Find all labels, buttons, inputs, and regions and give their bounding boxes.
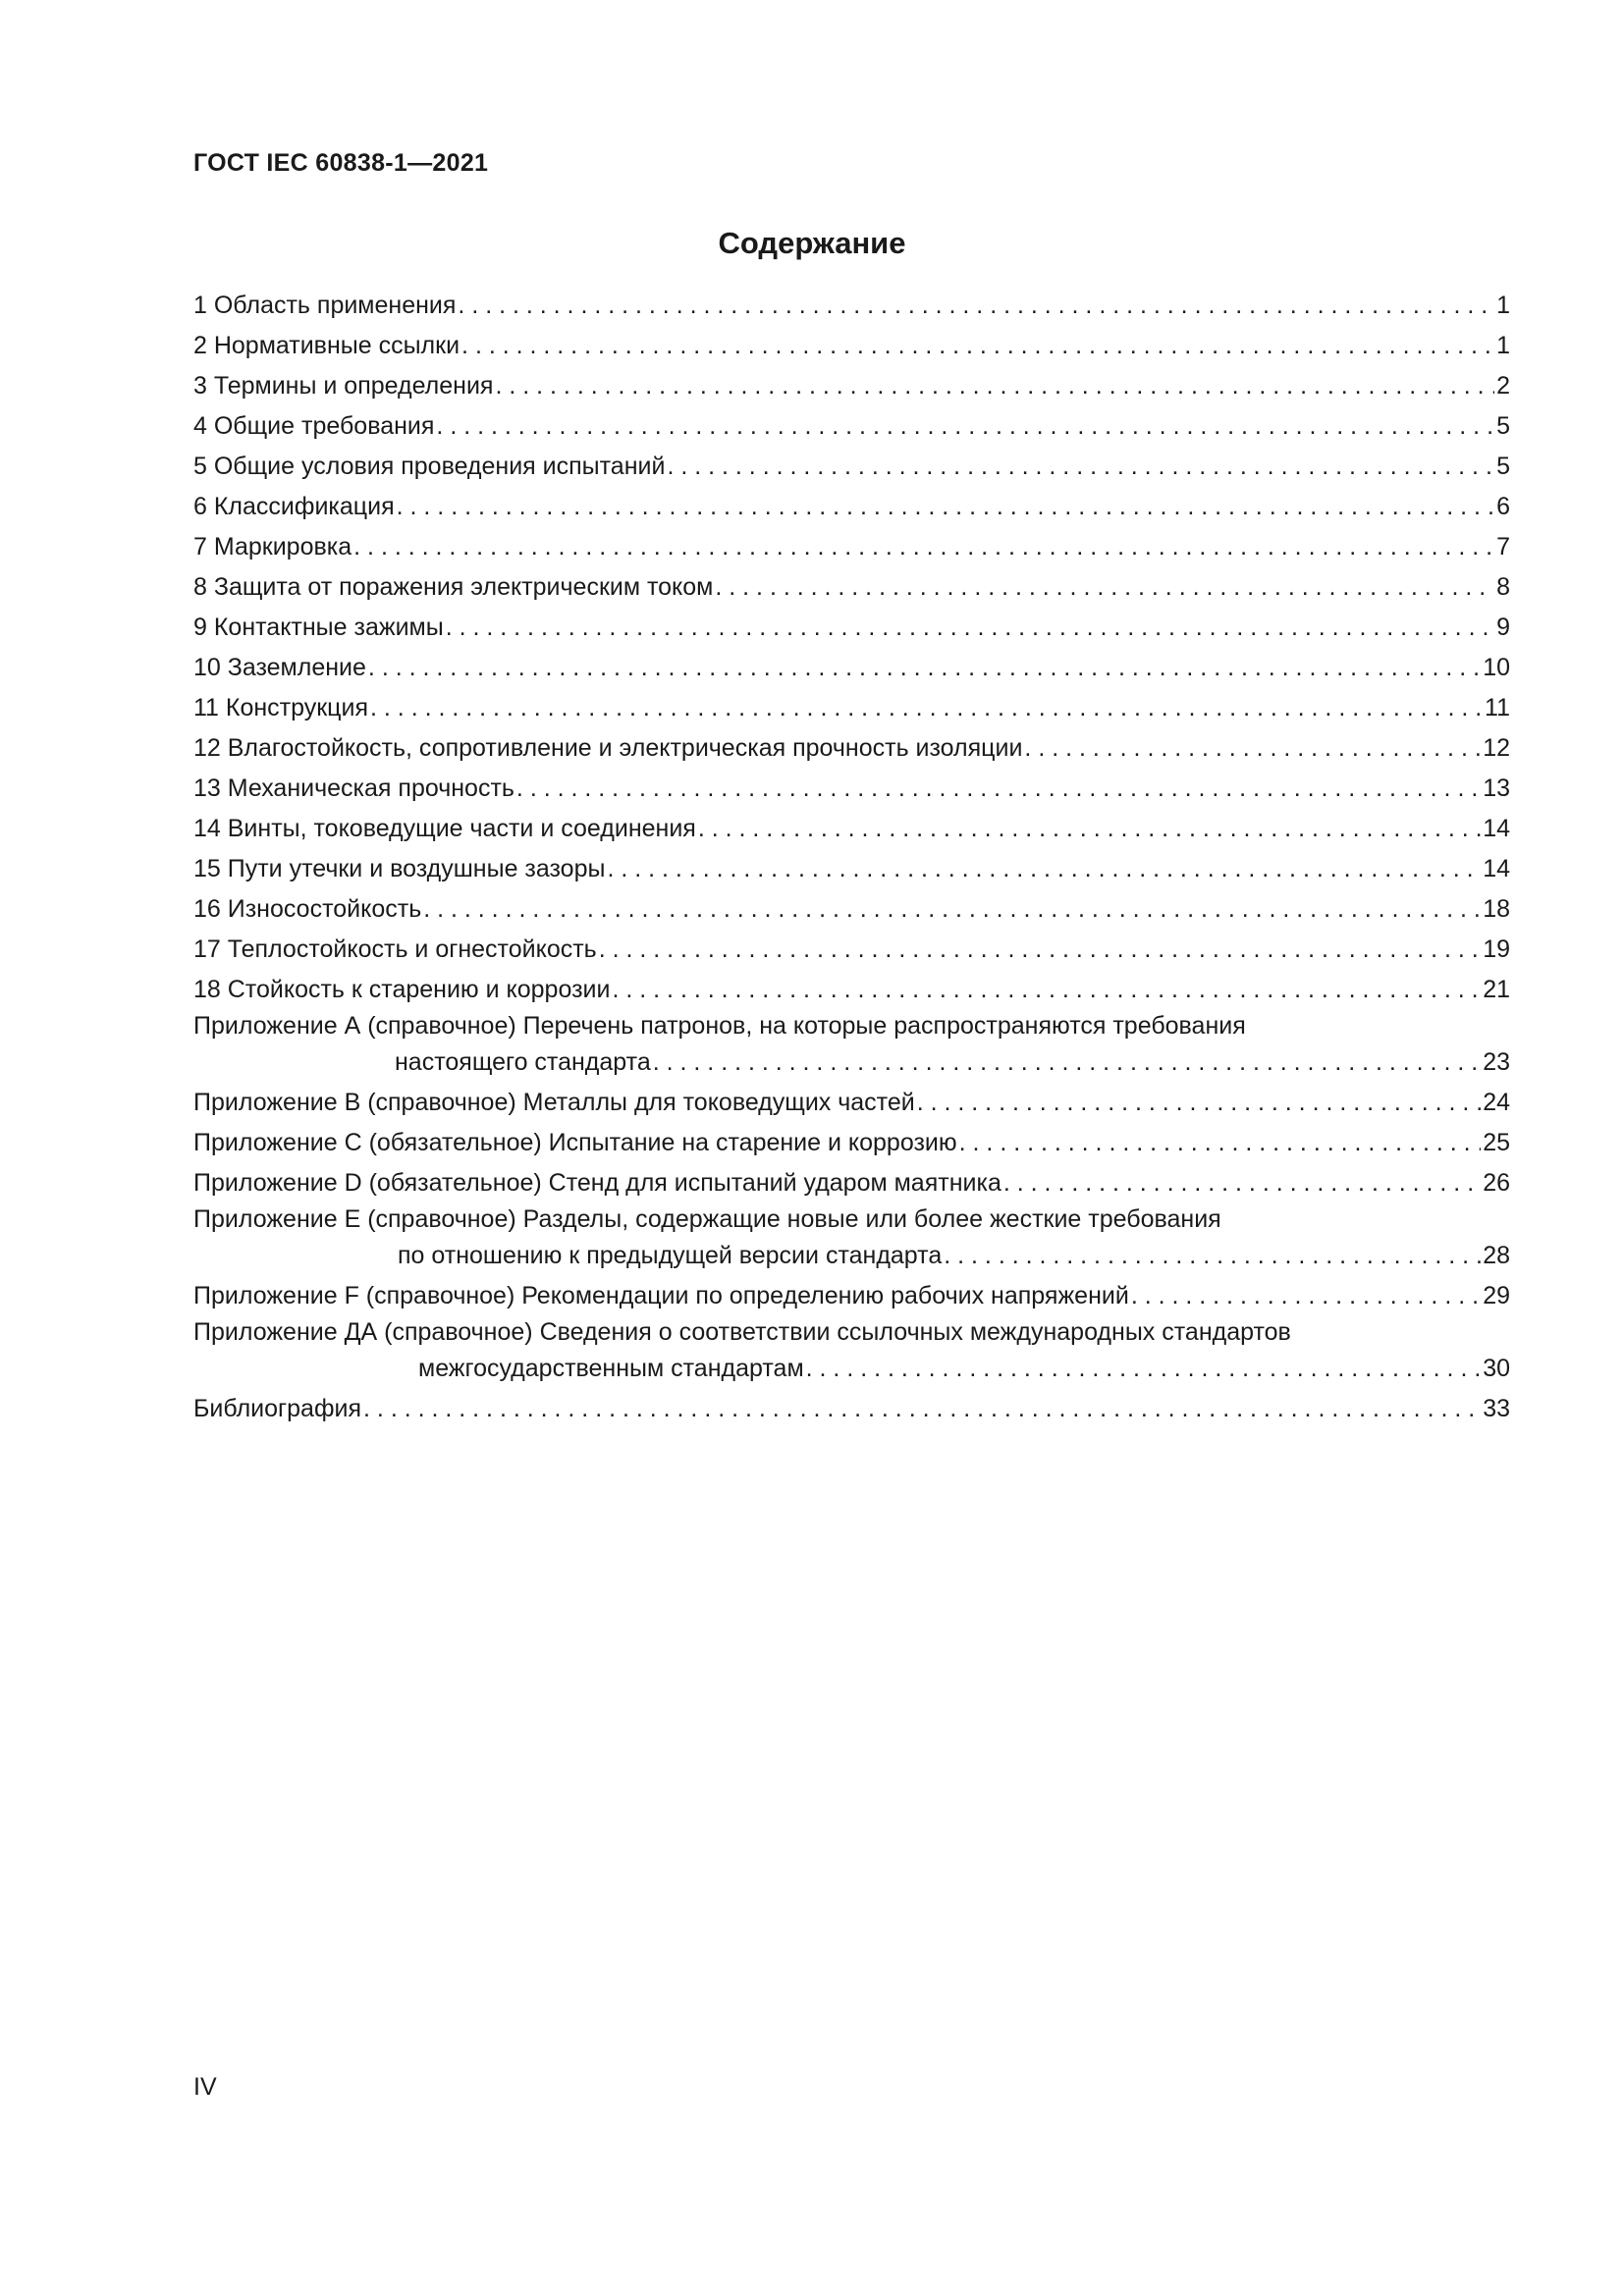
toc-entry-label: 18 Стойкость к старению и коррозии — [193, 976, 611, 1003]
toc-annex-b[interactable] — [193, 1083, 1510, 1123]
toc-entry-label: 2 Нормативные ссылки — [193, 332, 460, 359]
toc-entry-label: 7 Маркировка — [193, 533, 352, 561]
toc-bibliography[interactable] — [193, 1389, 1510, 1429]
toc-entry-label: 8 Защита от поражения электрическим током — [193, 573, 714, 601]
toc-entry-label: 9 Контактные зажимы — [193, 614, 444, 641]
table-of-contents — [193, 286, 1510, 1429]
document-header: ГОСТ IEC 60838-1—2021 — [193, 149, 489, 177]
toc-entry-label: 4 Общие требования — [193, 412, 435, 440]
toc-entry-page: 13 — [1483, 774, 1510, 802]
toc-entry-18[interactable] — [193, 970, 1510, 1010]
toc-annex-e[interactable] — [193, 1203, 1510, 1276]
toc-entry-page: 6 — [1496, 493, 1510, 520]
toc-entry-10[interactable] — [193, 648, 1510, 688]
toc-entry-label: 15 Пути утечки и воздушные зазоры — [193, 855, 606, 882]
toc-entry-6[interactable] — [193, 487, 1510, 527]
toc-entry-label: Библиография — [193, 1395, 362, 1422]
toc-entry-1[interactable] — [193, 286, 1510, 326]
toc-annex-a-line1: Приложение А (справочное) Перечень патронов, на которые распространяются требования — [193, 1012, 1246, 1040]
toc-entry-9[interactable] — [193, 608, 1510, 648]
toc-annex-a-line2: настоящего стандарта — [395, 1048, 651, 1076]
toc-entry-2[interactable] — [193, 326, 1510, 366]
toc-entry-label: 5 Общие условия проведения испытаний — [193, 453, 666, 480]
toc-entry-page: 11 — [1485, 694, 1510, 721]
toc-entry-page: 28 — [1483, 1242, 1510, 1269]
toc-annex-c[interactable] — [193, 1123, 1510, 1163]
toc-title: Содержание — [718, 226, 906, 260]
toc-entry-page: 29 — [1483, 1282, 1510, 1309]
toc-entry-14[interactable] — [193, 809, 1510, 849]
toc-entry-page: 12 — [1483, 734, 1510, 762]
toc-entry-label: Приложение F (справочное) Рекомендации по определению рабочих напряжений — [193, 1282, 1129, 1309]
toc-entry-label: 6 Классификация — [193, 493, 395, 520]
toc-entry-label: 17 Теплостойкость и огнестойкость — [193, 935, 597, 963]
toc-entry-label: 13 Механическая прочность — [193, 774, 514, 802]
toc-entry-page: 19 — [1483, 935, 1510, 963]
toc-entry-4[interactable] — [193, 406, 1510, 447]
toc-entry-label: 16 Износостойкость — [193, 895, 422, 923]
toc-entry-label: 3 Термины и определения — [193, 372, 494, 400]
toc-entry-label: 10 Заземление — [193, 654, 366, 681]
toc-entry-7[interactable] — [193, 527, 1510, 567]
toc-entry-13[interactable] — [193, 769, 1510, 809]
toc-entry-label: Приложение В (справочное) Металлы для токоведущих частей — [193, 1089, 915, 1116]
toc-annex-a[interactable] — [193, 1010, 1510, 1083]
toc-entry-page: 30 — [1483, 1355, 1510, 1382]
page-number: IV — [193, 2073, 217, 2101]
toc-entry-page: 14 — [1483, 855, 1510, 882]
toc-entry-label: 12 Влагостойкость, сопротивление и электрическая прочность изоляции — [193, 734, 1023, 762]
toc-entry-page: 23 — [1483, 1048, 1510, 1076]
toc-entry-label: Приложение С (обязательное) Испытание на старение и коррозию — [193, 1129, 957, 1156]
toc-entry-page: 21 — [1483, 976, 1510, 1003]
toc-entry-page: 5 — [1496, 453, 1510, 480]
toc-entry-label: 1 Область применения — [193, 292, 457, 319]
toc-entry-page: 24 — [1483, 1089, 1510, 1116]
toc-entry-page: 8 — [1496, 573, 1510, 601]
toc-annex-d[interactable] — [193, 1163, 1510, 1203]
toc-entry-page: 7 — [1496, 533, 1510, 561]
toc-entry-16[interactable] — [193, 889, 1510, 930]
toc-entry-8[interactable] — [193, 567, 1510, 608]
toc-entry-page: 10 — [1483, 654, 1510, 681]
toc-entry-11[interactable] — [193, 688, 1510, 728]
toc-annex-da-line1: Приложение ДА (справочное) Сведения о соответствии ссылочных международных стандартов — [193, 1318, 1291, 1346]
toc-annex-da-line2: межгосударственным стандартам — [418, 1355, 804, 1382]
toc-entry-15[interactable] — [193, 849, 1510, 889]
toc-entry-page: 25 — [1483, 1129, 1510, 1156]
toc-annex-f[interactable] — [193, 1276, 1510, 1316]
toc-entry-3[interactable] — [193, 366, 1510, 406]
toc-entry-page: 33 — [1483, 1395, 1510, 1422]
toc-entry-page: 2 — [1496, 372, 1510, 400]
toc-entry-page: 26 — [1483, 1169, 1510, 1197]
toc-entry-label: Приложение D (обязательное) Стенд для испытаний ударом маятника — [193, 1169, 1001, 1197]
toc-entry-17[interactable] — [193, 930, 1510, 970]
toc-entry-page: 14 — [1483, 815, 1510, 842]
toc-annex-e-line2: по отношению к предыдущей версии стандарта — [398, 1242, 943, 1269]
toc-entry-page: 18 — [1483, 895, 1510, 923]
toc-entry-label: 11 Конструкция — [193, 694, 369, 721]
toc-entry-page: 1 — [1496, 292, 1510, 319]
toc-annex-e-line1: Приложение Е (справочное) Разделы, содержащие новые или более жесткие требования — [193, 1205, 1221, 1233]
toc-entry-page: 9 — [1496, 614, 1510, 641]
toc-entry-page: 1 — [1496, 332, 1510, 359]
toc-entry-12[interactable] — [193, 728, 1510, 769]
toc-entry-page: 5 — [1496, 412, 1510, 440]
toc-entry-5[interactable] — [193, 447, 1510, 487]
toc-annex-da[interactable] — [193, 1316, 1510, 1389]
toc-entry-label: 14 Винты, токоведущие части и соединения — [193, 815, 696, 842]
